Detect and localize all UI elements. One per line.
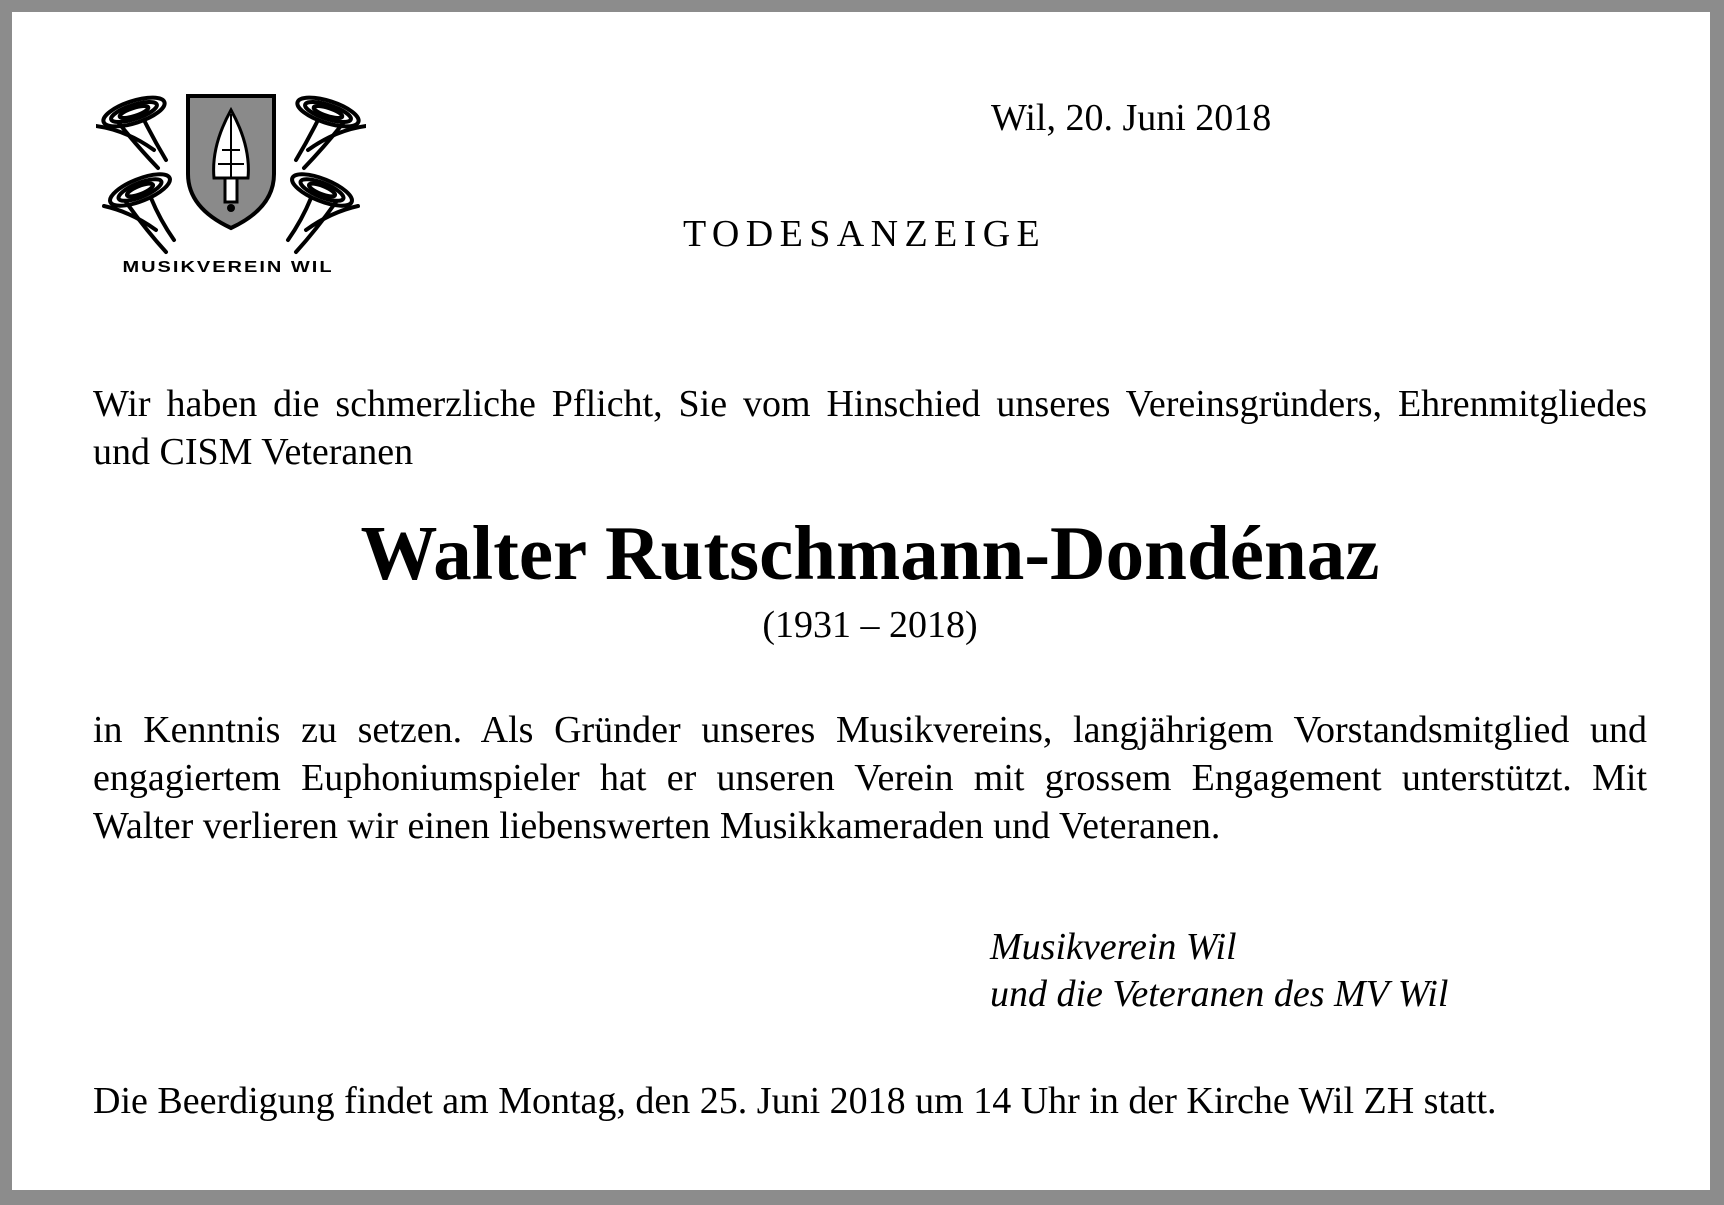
- signature-block: [990, 924, 1448, 1018]
- deceased-name: Walter Rutschmann-Dondénaz: [360, 510, 1380, 596]
- date-line: Wil, 20. Juni 2018: [991, 97, 1272, 139]
- funeral-notice: Die Beerdigung findet am Montag, den 25. Juni 2018 um 14 Uhr in der Kirche Wil ZH statt.: [93, 1080, 1497, 1122]
- logo-text: MUSIKVEREIN WIL: [122, 258, 334, 276]
- page-title: TODESANZEIGE: [683, 213, 1047, 255]
- body-paragraph: in Kenntnis zu setzen. Als Gründer unseres Musikvereins, langjährigem Vorstandsmitglied und engagiertem Euphoniumspieler hat er unseren Verein mit grossem Engagement unterstützt. Mit Walter verlieren wir einen liebenswerten Musikkameraden und Veteranen.: [93, 709, 1647, 847]
- signature-line-1: Musikverein Wil: [990, 926, 1237, 968]
- intro-paragraph: Wir haben die schmerzliche Pflicht, Sie vom Hinschied unseres Vereinsgründers, Ehrenmitgliedes und CISM Veteranen: [93, 383, 1647, 473]
- musikverein-logo: [96, 90, 366, 290]
- obituary-page: [12, 12, 1710, 1190]
- signature-line-2: und die Veteranen des MV Wil: [990, 973, 1449, 1015]
- deceased-years: (1931 – 2018): [762, 604, 978, 646]
- musikverein-wil-logo-icon: [96, 90, 366, 260]
